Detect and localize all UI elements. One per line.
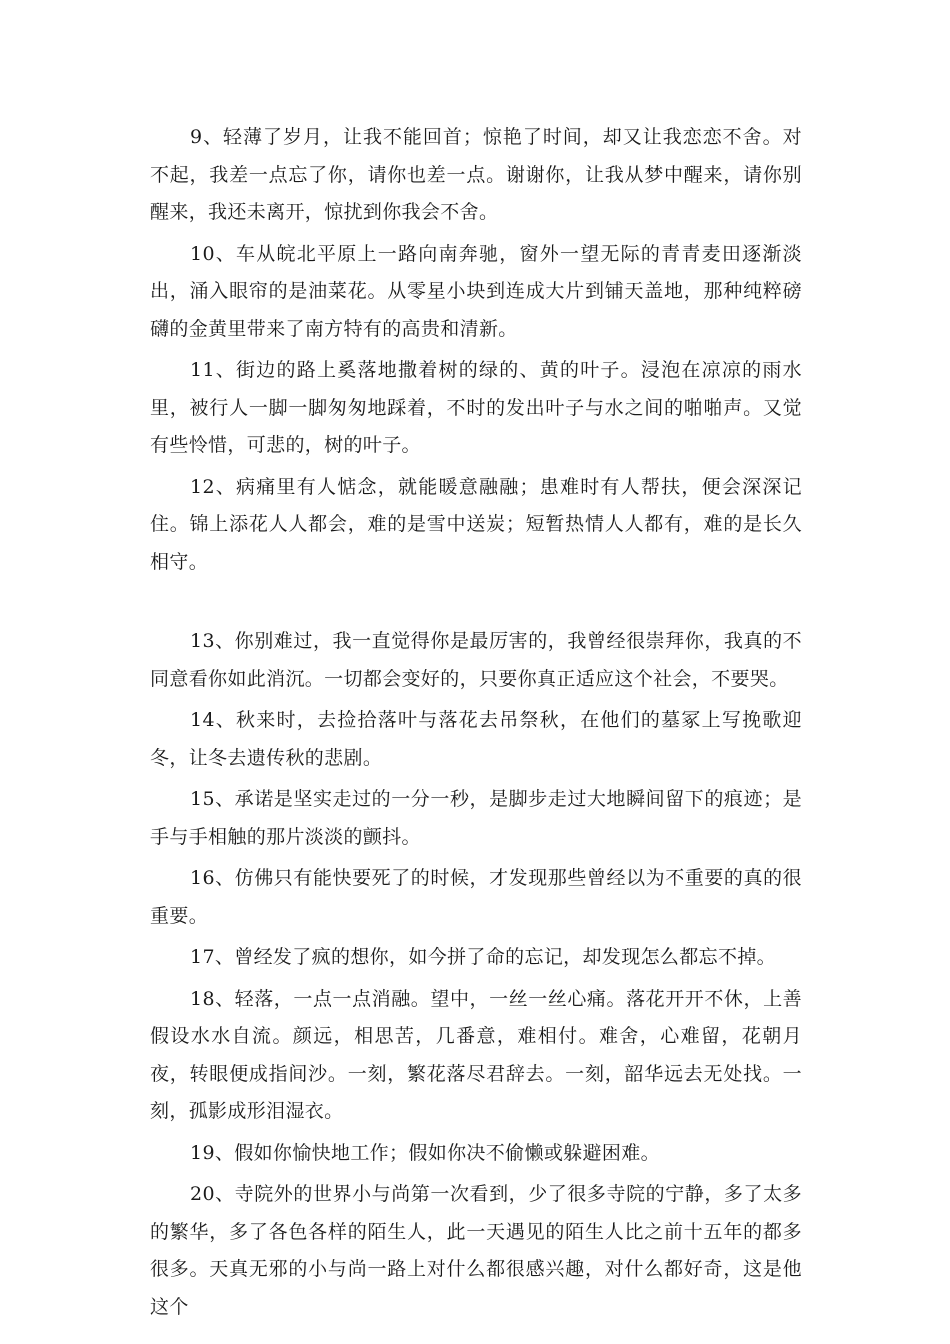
paragraph-14: 14、秋来时，去捡拾落叶与落花去吊祭秋，在他们的墓冢上写挽歌迎冬，让冬去遗传秋的悲剧。	[150, 709, 802, 769]
paragraph-17: 17、曾经发了疯的想你，如今拼了命的忘记，却发现怎么都忘不掉。	[190, 946, 777, 968]
paragraph-10: 10、车从皖北平原上一路向南奔驰，窗外一望无际的青青麦田逐渐淡出，涌入眼帘的是油菜花。从零星小块到连成大片到铺天盖地，那种纯粹磅礴的金黄里带来了南方特有的高贵和清新。	[150, 242, 802, 340]
paragraph-15: 15、承诺是坚实走过的一分一秒，是脚步走过大地瞬间留下的痕迹；是手与手相触的那片淡淡的颤抖。	[150, 788, 802, 848]
paragraph-13: 13、你别难过，我一直觉得你是最厉害的，我曾经很崇拜你，我真的不同意看你如此消沉。一切都会变好的，只要你真正适应这个社会，不要哭。	[150, 630, 802, 690]
paragraph-18: 18、轻落，一点一点消融。望中，一丝一丝心痛。落花开开不休，上善假设水水自流。颜远，相思苦，几番意，难相付。难舍，心难留，花朝月夜，转眼便成指间沙。一刻，繁花落尽君辞去。一刻，韶华远去无处找。一刻，孤影成形泪湿衣。	[150, 987, 802, 1122]
blank-line	[150, 585, 802, 623]
paragraph-11: 11、街边的路上奚落地撒着树的绿的、黄的叶子。浸泡在凉凉的雨水里，被行人一脚一脚匆匆地踩着，不时的发出叶子与水之间的啪啪声。又觉有些怜惜，可悲的，树的叶子。	[150, 359, 802, 456]
paragraph-9: 9、轻薄了岁月，让我不能回首；惊艳了时间，却又让我恋恋不舍。对不起，我差一点忘了你，请你也差一点。谢谢你，让我从梦中醒来，请你别醒来，我还未离开，惊扰到你我会不舍。	[150, 126, 802, 223]
paragraph-16: 16、仿佛只有能快要死了的时候，才发现那些曾经以为不重要的真的很重要。	[150, 867, 802, 927]
paragraph-19: 19、假如你愉快地工作；假如你决不偷懒或躲避困难。	[190, 1141, 660, 1164]
document-page	[150, 119, 802, 1330]
paragraph-12: 12、病痛里有人惦念，就能暖意融融；患难时有人帮扶，便会深深记住。锦上添花人人都会，难的是雪中送炭；短暂热情人人都有，难的是长久相守。	[150, 475, 802, 573]
paragraph-20: 20、寺院外的世界小与尚第一次看到，少了很多寺院的宁静，多了太多的繁华，多了各色各样的陌生人，此一天遇见的陌生人比之前十五年的都多很多。天真无邪的小与尚一路上对什么都很感兴趣，对什么都好奇，这是他这个	[150, 1183, 802, 1318]
